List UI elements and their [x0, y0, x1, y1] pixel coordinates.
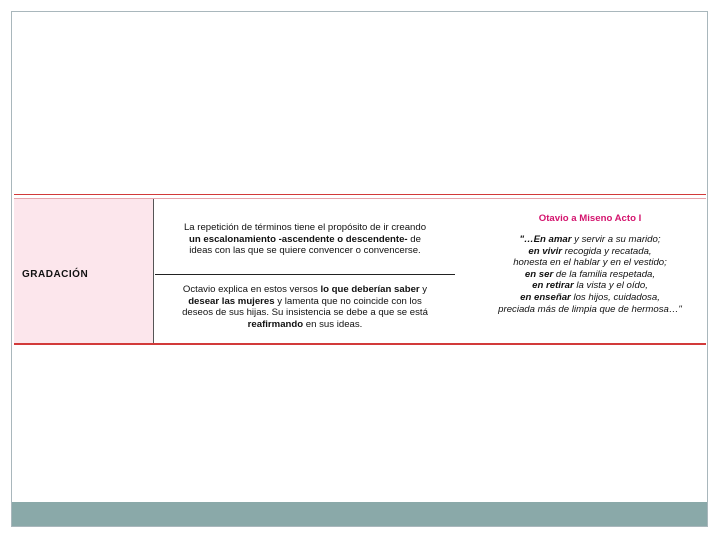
quote-line: honesta en el hablar y en el vestido;	[513, 257, 667, 269]
slide-footer-bar	[12, 502, 707, 526]
quote-cell	[474, 199, 706, 343]
description-paragraph-1: La repetición de términos tiene el propósito de ir creando un escalonamiento -ascendente o descendente- de ideas con las que se quiere convencer o convencerse.	[183, 222, 427, 256]
gradacion-table	[14, 194, 706, 346]
quote-line: en enseñar los hijos, cuidadosa,	[520, 291, 660, 303]
description-paragraph-2: Octavio explica en estos versos lo que deberían saber y desear las mujeres y lamenta que no coincide con los deseos de sus hijas. Su insistencia se debe a que se está reafirmando en sus ideas.	[182, 284, 428, 330]
quote-line: "…En amar y servir a su marido;	[519, 234, 661, 245]
table-bottom-rule	[14, 343, 706, 345]
quote-line: preciada más de limpia que de hermosa…"	[498, 303, 682, 315]
quote-line: en ser de la familia respetada,	[524, 268, 656, 280]
quote-line: en retirar la vista y el oído,	[532, 280, 648, 292]
table-top-rule	[14, 194, 706, 195]
row-label: GRADACIÓN	[22, 269, 89, 280]
quote-line: en vivir recogida y recatada,	[528, 245, 652, 257]
description-cell	[155, 199, 455, 343]
quote-title: Otavio a Miseno Acto I	[538, 213, 642, 224]
quote-verses	[474, 234, 706, 315]
description-divider	[155, 274, 455, 275]
label-cell	[14, 199, 154, 343]
